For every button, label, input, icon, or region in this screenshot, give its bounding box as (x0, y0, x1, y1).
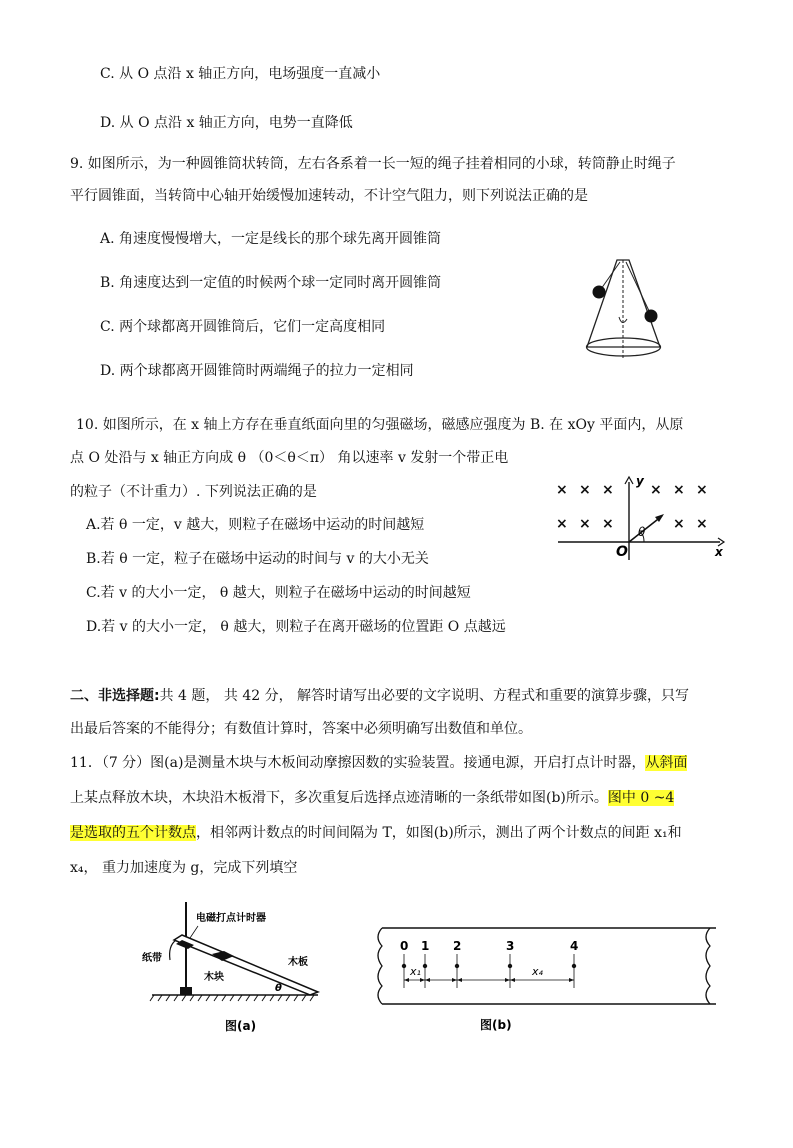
magnetic-field-figure (552, 472, 732, 564)
dot-to-ruler-leaders (404, 968, 574, 988)
cone-outline (587, 260, 660, 347)
q10-option-a: A.若 θ 一定，v 越大，则粒子在磁场中运动的时间越短 (86, 517, 425, 533)
point-label: 3 (506, 939, 515, 953)
q9-stem-line2: 平行圆锥面，当转筒中心轴开始缓慢加速转动，不计空气阻力，则下列说法正确的是 (70, 188, 588, 204)
section2-line1 (70, 686, 689, 706)
tape-dot (423, 964, 427, 968)
theta-label: θ (638, 525, 646, 539)
q10-option-b: B.若 θ 一定，粒子在磁场中运动的时间与 v 的大小无关 (86, 551, 429, 567)
q9-option-a: A. 角速度慢慢增大，一定是线长的那个球先离开圆锥筒 (100, 231, 442, 247)
figure-a-incline (140, 898, 340, 1036)
field-cross-icon: × (579, 516, 591, 532)
point-leaders (404, 954, 574, 964)
field-cross-icon: × (556, 516, 568, 532)
tape-dots (402, 964, 576, 968)
q10-stem-line2: 点 O 处沿与 x 轴正方向成 θ （0＜θ＜π） 角以速率 v 发射一个带正电 (70, 450, 509, 466)
point-label: 2 (453, 939, 462, 953)
point-label: 1 (421, 939, 430, 953)
field-cross-icon: × (650, 482, 662, 498)
point-label: 0 (400, 939, 409, 953)
q9-stem-line1: 9. 如图所示，为一种圆锥筒状转筒，左右各系着一长一短的绳子挂着相同的小球，转筒静止时绳子 (70, 156, 676, 172)
q11-line4: x₄， 重力加速度为 g，完成下列填空 (70, 860, 298, 876)
field-cross-icon: × (579, 482, 591, 498)
q11-line1-text: 11．（7 分）图(a)是测量木块与木板间动摩擦因数的实验装置。接通电源，开启打点计时器， (70, 755, 646, 771)
x-axis-label: x (715, 545, 723, 559)
tape-dot (572, 964, 576, 968)
timer-label: 电磁打点计时器 (196, 913, 266, 924)
block-label: 木块 (204, 972, 224, 983)
q8-option-d: D. 从 O 点沿 x 轴正方向，电势一直降低 (100, 115, 353, 131)
field-cross-icon: × (673, 516, 685, 532)
q11-highlight-1: 从斜面 (645, 755, 688, 771)
q10-stem-line3: 的粒子（不计重力）. 下列说法正确的是 (70, 484, 317, 500)
q11-highlight-3: 是选取的五个计数点 (70, 825, 196, 841)
y-axis-label: y (636, 474, 644, 488)
field-cross-icon: × (673, 482, 685, 498)
point-label: 4 (570, 939, 579, 953)
velocity-vector (629, 516, 662, 542)
incline-angle-label: θ (275, 983, 282, 994)
q11-line3 (70, 823, 682, 843)
origin-label: O (616, 544, 628, 560)
field-cross-icon: × (696, 482, 708, 498)
point-labels (400, 939, 578, 953)
ground-hatching (150, 995, 314, 1001)
section2-text1: 共 4 题， 共 42 分， 解答时请写出必要的文字说明、方程式和重要的演算步骤，只写 (159, 688, 690, 704)
section2-heading: 二、非选择题: (70, 688, 160, 704)
field-cross-icon: × (556, 482, 568, 498)
right-ball (645, 310, 658, 323)
cone-figure (582, 255, 672, 367)
q9-option-b: B. 角速度达到一定值的时候两个球一定同时离开圆锥筒 (100, 275, 442, 291)
pole-base (180, 987, 192, 995)
q11-highlight-2: 图中 0 ~4 (607, 790, 675, 806)
long-rope (626, 262, 650, 313)
tape-dot (455, 964, 459, 968)
q11-line2-text: 上某点释放木块，木块沿木板滑下，多次重复后选择点迹清晰的一条纸带如图(b)所示。 (70, 790, 608, 806)
q11-line3-text: ，相邻两计数点的时间间隔为 T，如图(b)所示，测出了两个计数点的间距 x₁和 (196, 825, 682, 841)
tape-dot (402, 964, 406, 968)
field-cross-icon: × (602, 482, 614, 498)
figure-b-caption: 图(b) (480, 1018, 512, 1032)
timer-pointer (190, 926, 198, 938)
short-rope (601, 262, 620, 289)
tape-label: 纸带 (142, 953, 162, 964)
q10-stem-line1: 10. 如图所示，在 x 轴上方存在垂直纸面向里的匀强磁场，磁感应强度为 B. 在 xOy 平面内，从原 (76, 417, 684, 433)
field-marks (556, 482, 708, 532)
q9-option-c: C. 两个球都离开圆锥筒后，它们一定高度相同 (100, 319, 386, 335)
q11-line2 (70, 788, 674, 808)
tape-left-tear (378, 928, 382, 1004)
tape-dot (508, 964, 512, 968)
q10-option-c: C.若 v 的大小一定， θ 越大，则粒子在磁场中运动的时间越短 (86, 585, 471, 601)
section2-line2: 出最后答案的不能得分；有数值计算时，答案中必须明确写出数值和单位。 (70, 721, 532, 737)
q8-option-c: C. 从 O 点沿 x 轴正方向，电场强度一直减小 (100, 66, 381, 82)
figure-b-tape (370, 922, 720, 1036)
figure-a-caption: 图(a) (225, 1019, 257, 1033)
paper-tape (170, 940, 176, 960)
q9-option-d: D. 两个球都离开圆锥筒时两端绳子的拉力一定相同 (100, 363, 414, 379)
left-ball (593, 286, 606, 299)
x1-label: x₁ (410, 965, 421, 978)
board-label: 木板 (288, 957, 308, 968)
tape-right-tear (706, 928, 710, 1004)
field-cross-icon: × (602, 516, 614, 532)
x4-label: x₄ (532, 965, 543, 978)
q10-option-d: D.若 v 的大小一定， θ 越大，则粒子在离开磁场的位置距 O 点越远 (86, 619, 506, 635)
field-cross-icon: × (696, 516, 708, 532)
q11-line1 (70, 753, 687, 773)
